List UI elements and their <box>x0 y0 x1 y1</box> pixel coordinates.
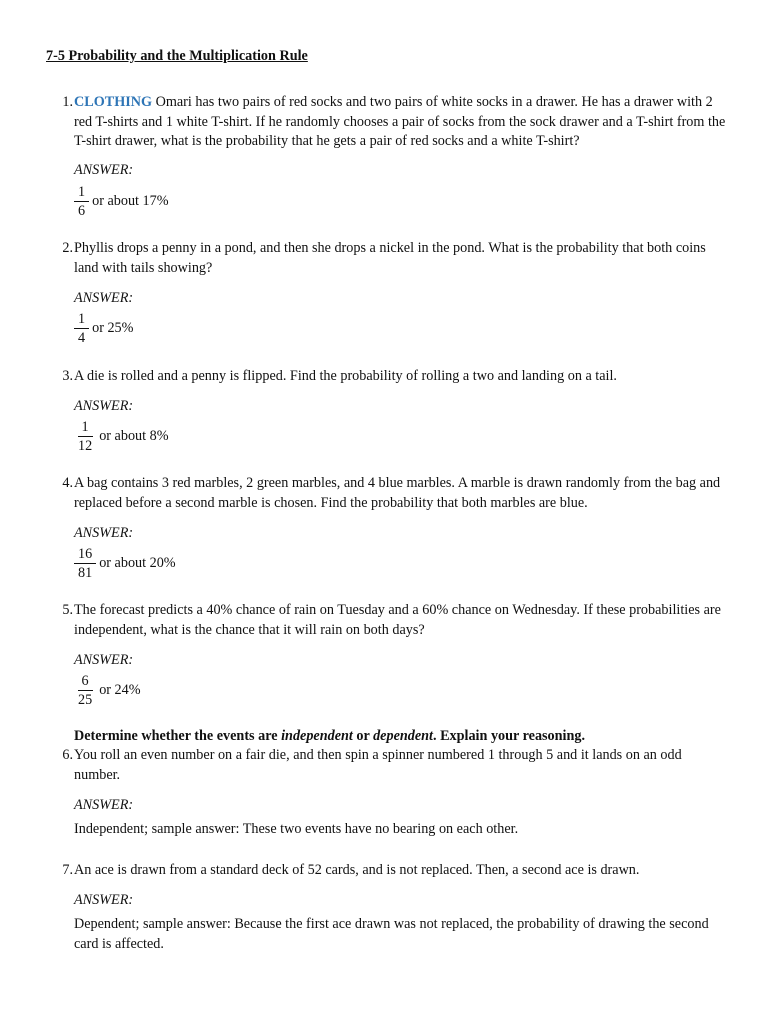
denominator: 81 <box>78 565 93 581</box>
question-7 <box>56 861 726 881</box>
answer-percent: or 25% <box>92 319 134 336</box>
answer-label: ANSWER: <box>74 797 134 813</box>
section-directions <box>74 727 585 747</box>
directions-independent: independent <box>281 728 353 744</box>
answer-fraction <box>74 418 169 455</box>
question-number: 6. <box>62 747 73 763</box>
directions-tail: . Explain your reasoning. <box>432 728 586 744</box>
denominator: 6 <box>78 203 86 219</box>
question-number: 4. <box>62 475 73 491</box>
answer-fraction <box>74 183 169 220</box>
answer-fraction <box>74 545 176 582</box>
question-4 <box>56 474 726 513</box>
question-number: 1. <box>62 94 73 110</box>
question-text: The forecast predicts a 40% chance of rain on Tuesday and a 60% chance on Wednesday. If these probabilities are independent, what is the chance that it will rain on both days? <box>74 602 721 638</box>
answer-label: ANSWER: <box>74 162 134 178</box>
question-text: Phyllis drops a penny in a pond, and then she drops a nickel in the pond. What is the probability that both coins land with tails showing? <box>74 240 706 276</box>
question-number: 7. <box>62 862 73 878</box>
question-2 <box>56 239 726 278</box>
numerator: 16 <box>74 545 96 564</box>
answer-fraction <box>74 672 141 709</box>
question-6 <box>56 746 726 785</box>
question-number: 2. <box>62 240 73 256</box>
denominator: 12 <box>78 438 93 454</box>
fraction <box>74 418 96 455</box>
directions-dependent: dependent <box>373 728 433 744</box>
answer-label: ANSWER: <box>74 290 134 306</box>
question-text <box>74 93 726 152</box>
question-number: 5. <box>62 602 73 618</box>
fraction <box>74 545 96 582</box>
fraction <box>74 672 96 709</box>
question-text: A die is rolled and a penny is flipped. Find the probability of rolling a two and landing on a tail. <box>74 368 617 384</box>
answer-label: ANSWER: <box>74 892 134 908</box>
page-title: 7-5 Probability and the Multiplication Rule <box>46 48 308 64</box>
answer-label: ANSWER: <box>74 398 134 414</box>
question-number: 3. <box>62 368 73 384</box>
answer-label: ANSWER: <box>74 652 134 668</box>
fraction <box>74 310 89 347</box>
directions-text: Determine whether the events are <box>74 728 282 744</box>
numerator: 1 <box>78 418 93 437</box>
denominator: 25 <box>78 692 93 708</box>
question-3 <box>56 367 726 387</box>
topic-label: CLOTHING <box>74 94 153 110</box>
answer-percent: or about 8% <box>99 427 169 444</box>
numerator: 1 <box>74 310 89 329</box>
directions-or: or <box>352 728 374 744</box>
numerator: 1 <box>74 183 89 202</box>
question-1 <box>56 93 726 152</box>
answer-percent: or 24% <box>99 681 141 698</box>
question-text: An ace is drawn from a standard deck of 52 cards, and is not replaced. Then, a second ace is drawn. <box>74 862 640 878</box>
answer-text: Dependent; sample answer: Because the first ace drawn was not replaced, the probability of drawing the second card is affected. <box>74 916 709 952</box>
answer-percent: or about 17% <box>92 192 169 209</box>
answer-text: Independent; sample answer: These two events have no bearing on each other. <box>74 821 519 837</box>
fraction <box>74 183 89 220</box>
question-text: You roll an even number on a fair die, and then spin a spinner numbered 1 through 5 and it lands on an odd number. <box>74 747 682 783</box>
answer-percent: or about 20% <box>99 554 176 571</box>
denominator: 4 <box>78 330 86 346</box>
question-text: A bag contains 3 red marbles, 2 green marbles, and 4 blue marbles. A marble is drawn randomly from the bag and replaced before a second marble is chosen. Find the probability that both marbles are blue. <box>74 475 721 511</box>
answer-label: ANSWER: <box>74 525 134 541</box>
question-5 <box>56 601 726 640</box>
question-body: Omari has two pairs of red socks and two pairs of white socks in a drawer. He has a drawer with 2 red T-shirts and 1 white T-shirt. If he randomly chooses a pair of socks from the sock drawer and a T-shirt from the T-shirt drawer, what is the probability that he gets a pair of red socks and a white T-shirt? <box>74 94 726 149</box>
answer-fraction <box>74 310 133 347</box>
numerator: 6 <box>78 672 93 691</box>
